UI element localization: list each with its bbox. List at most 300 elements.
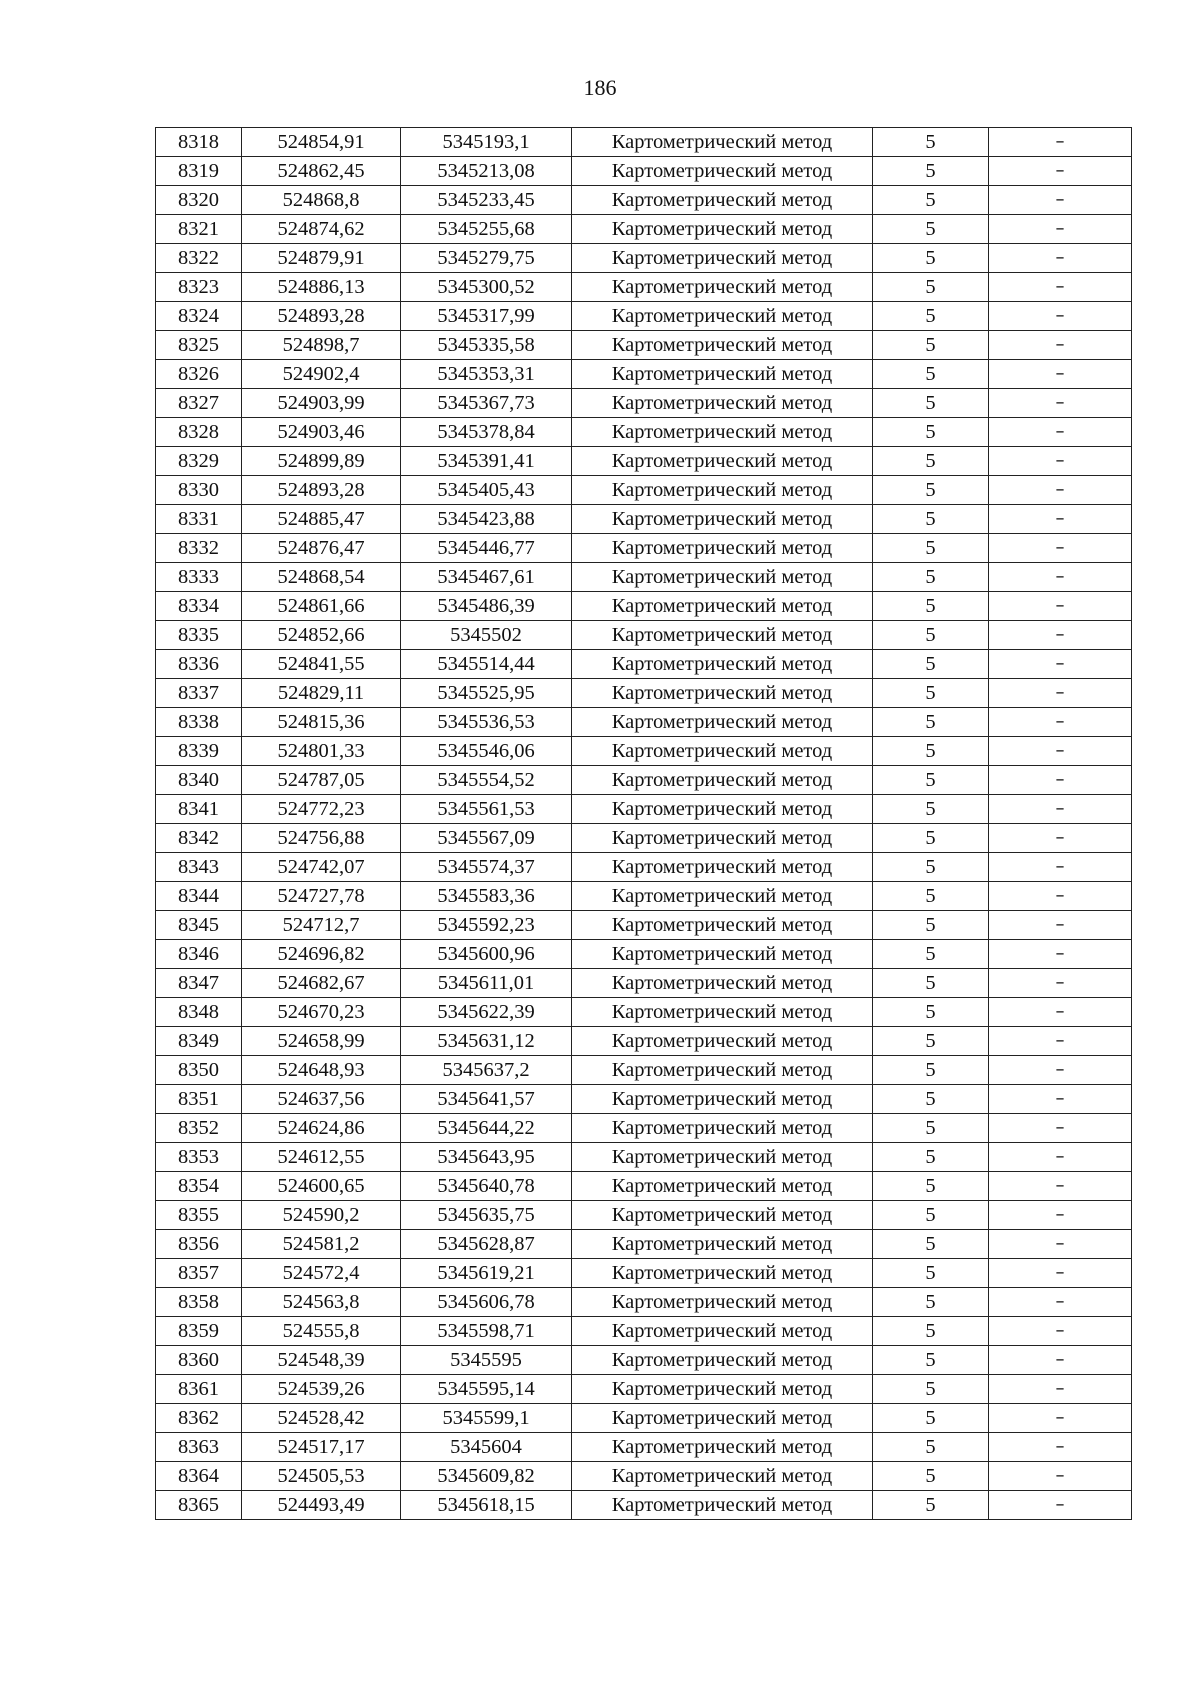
table-row bbox=[156, 592, 1132, 621]
note-cell: – bbox=[989, 331, 1132, 360]
point-number-cell: 8335 bbox=[156, 621, 242, 650]
point-number-cell: 8356 bbox=[156, 1230, 242, 1259]
accuracy-cell: 5 bbox=[873, 766, 989, 795]
accuracy-cell: 5 bbox=[873, 737, 989, 766]
table-row bbox=[156, 302, 1132, 331]
accuracy-cell: 5 bbox=[873, 795, 989, 824]
note-cell: – bbox=[989, 882, 1132, 911]
accuracy-cell: 5 bbox=[873, 882, 989, 911]
point-number-cell: 8334 bbox=[156, 592, 242, 621]
x-coordinate-cell: 524555,8 bbox=[242, 1317, 401, 1346]
x-coordinate-cell: 524868,8 bbox=[242, 186, 401, 215]
table-row bbox=[156, 940, 1132, 969]
point-number-cell: 8351 bbox=[156, 1085, 242, 1114]
point-number-cell: 8350 bbox=[156, 1056, 242, 1085]
accuracy-cell: 5 bbox=[873, 621, 989, 650]
note-cell: – bbox=[989, 360, 1132, 389]
y-coordinate-cell: 5345546,06 bbox=[401, 737, 572, 766]
y-coordinate-cell: 5345644,22 bbox=[401, 1114, 572, 1143]
method-cell: Картометрический метод bbox=[572, 1317, 873, 1346]
y-coordinate-cell: 5345193,1 bbox=[401, 128, 572, 157]
accuracy-cell: 5 bbox=[873, 1172, 989, 1201]
x-coordinate-cell: 524893,28 bbox=[242, 302, 401, 331]
note-cell: – bbox=[989, 911, 1132, 940]
point-number-cell: 8354 bbox=[156, 1172, 242, 1201]
point-number-cell: 8360 bbox=[156, 1346, 242, 1375]
note-cell: – bbox=[989, 244, 1132, 273]
method-cell: Картометрический метод bbox=[572, 157, 873, 186]
table-row bbox=[156, 244, 1132, 273]
y-coordinate-cell: 5345574,37 bbox=[401, 853, 572, 882]
table-row bbox=[156, 1259, 1132, 1288]
table-row bbox=[156, 679, 1132, 708]
note-cell: – bbox=[989, 389, 1132, 418]
table-row bbox=[156, 1056, 1132, 1085]
table-row bbox=[156, 1114, 1132, 1143]
note-cell: – bbox=[989, 1230, 1132, 1259]
y-coordinate-cell: 5345213,08 bbox=[401, 157, 572, 186]
y-coordinate-cell: 5345423,88 bbox=[401, 505, 572, 534]
method-cell: Картометрический метод bbox=[572, 1346, 873, 1375]
method-cell: Картометрический метод bbox=[572, 969, 873, 998]
x-coordinate-cell: 524528,42 bbox=[242, 1404, 401, 1433]
x-coordinate-cell: 524902,4 bbox=[242, 360, 401, 389]
table-row bbox=[156, 1346, 1132, 1375]
method-cell: Картометрический метод bbox=[572, 331, 873, 360]
table-row bbox=[156, 186, 1132, 215]
point-number-cell: 8362 bbox=[156, 1404, 242, 1433]
x-coordinate-cell: 524696,82 bbox=[242, 940, 401, 969]
note-cell: – bbox=[989, 1317, 1132, 1346]
table-row bbox=[156, 766, 1132, 795]
method-cell: Картометрический метод bbox=[572, 1027, 873, 1056]
point-number-cell: 8341 bbox=[156, 795, 242, 824]
y-coordinate-cell: 5345618,15 bbox=[401, 1491, 572, 1520]
method-cell: Картометрический метод bbox=[572, 128, 873, 157]
method-cell: Картометрический метод bbox=[572, 592, 873, 621]
accuracy-cell: 5 bbox=[873, 505, 989, 534]
point-number-cell: 8365 bbox=[156, 1491, 242, 1520]
point-number-cell: 8327 bbox=[156, 389, 242, 418]
table-row bbox=[156, 737, 1132, 766]
x-coordinate-cell: 524886,13 bbox=[242, 273, 401, 302]
y-coordinate-cell: 5345599,1 bbox=[401, 1404, 572, 1433]
accuracy-cell: 5 bbox=[873, 215, 989, 244]
note-cell: – bbox=[989, 969, 1132, 998]
table-row bbox=[156, 824, 1132, 853]
accuracy-cell: 5 bbox=[873, 1288, 989, 1317]
table-row bbox=[156, 157, 1132, 186]
point-number-cell: 8346 bbox=[156, 940, 242, 969]
accuracy-cell: 5 bbox=[873, 360, 989, 389]
x-coordinate-cell: 524899,89 bbox=[242, 447, 401, 476]
note-cell: – bbox=[989, 1404, 1132, 1433]
point-number-cell: 8319 bbox=[156, 157, 242, 186]
point-number-cell: 8322 bbox=[156, 244, 242, 273]
x-coordinate-cell: 524670,23 bbox=[242, 998, 401, 1027]
x-coordinate-cell: 524903,99 bbox=[242, 389, 401, 418]
y-coordinate-cell: 5345525,95 bbox=[401, 679, 572, 708]
y-coordinate-cell: 5345583,36 bbox=[401, 882, 572, 911]
point-number-cell: 8318 bbox=[156, 128, 242, 157]
method-cell: Картометрический метод bbox=[572, 1230, 873, 1259]
point-number-cell: 8358 bbox=[156, 1288, 242, 1317]
y-coordinate-cell: 5345567,09 bbox=[401, 824, 572, 853]
y-coordinate-cell: 5345604 bbox=[401, 1433, 572, 1462]
point-number-cell: 8352 bbox=[156, 1114, 242, 1143]
note-cell: – bbox=[989, 157, 1132, 186]
point-number-cell: 8339 bbox=[156, 737, 242, 766]
method-cell: Картометрический метод bbox=[572, 534, 873, 563]
accuracy-cell: 5 bbox=[873, 563, 989, 592]
x-coordinate-cell: 524742,07 bbox=[242, 853, 401, 882]
x-coordinate-cell: 524829,11 bbox=[242, 679, 401, 708]
point-number-cell: 8355 bbox=[156, 1201, 242, 1230]
method-cell: Картометрический метод bbox=[572, 708, 873, 737]
method-cell: Картометрический метод bbox=[572, 563, 873, 592]
method-cell: Картометрический метод bbox=[572, 360, 873, 389]
accuracy-cell: 5 bbox=[873, 273, 989, 302]
x-coordinate-cell: 524648,93 bbox=[242, 1056, 401, 1085]
y-coordinate-cell: 5345606,78 bbox=[401, 1288, 572, 1317]
accuracy-cell: 5 bbox=[873, 592, 989, 621]
point-number-cell: 8326 bbox=[156, 360, 242, 389]
point-number-cell: 8321 bbox=[156, 215, 242, 244]
method-cell: Картометрический метод bbox=[572, 447, 873, 476]
method-cell: Картометрический метод bbox=[572, 1491, 873, 1520]
accuracy-cell: 5 bbox=[873, 969, 989, 998]
accuracy-cell: 5 bbox=[873, 998, 989, 1027]
accuracy-cell: 5 bbox=[873, 940, 989, 969]
y-coordinate-cell: 5345600,96 bbox=[401, 940, 572, 969]
note-cell: – bbox=[989, 592, 1132, 621]
x-coordinate-cell: 524898,7 bbox=[242, 331, 401, 360]
method-cell: Картометрический метод bbox=[572, 911, 873, 940]
method-cell: Картометрический метод bbox=[572, 476, 873, 505]
accuracy-cell: 5 bbox=[873, 911, 989, 940]
x-coordinate-cell: 524493,49 bbox=[242, 1491, 401, 1520]
method-cell: Картометрический метод bbox=[572, 1056, 873, 1085]
accuracy-cell: 5 bbox=[873, 708, 989, 737]
table-row bbox=[156, 534, 1132, 563]
table-row bbox=[156, 1491, 1132, 1520]
point-number-cell: 8348 bbox=[156, 998, 242, 1027]
method-cell: Картометрический метод bbox=[572, 1462, 873, 1491]
y-coordinate-cell: 5345378,84 bbox=[401, 418, 572, 447]
point-number-cell: 8364 bbox=[156, 1462, 242, 1491]
y-coordinate-cell: 5345405,43 bbox=[401, 476, 572, 505]
x-coordinate-cell: 524612,55 bbox=[242, 1143, 401, 1172]
table-row bbox=[156, 1317, 1132, 1346]
accuracy-cell: 5 bbox=[873, 418, 989, 447]
table-body bbox=[156, 128, 1132, 1520]
accuracy-cell: 5 bbox=[873, 1346, 989, 1375]
method-cell: Картометрический метод bbox=[572, 1114, 873, 1143]
note-cell: – bbox=[989, 1259, 1132, 1288]
point-number-cell: 8328 bbox=[156, 418, 242, 447]
note-cell: – bbox=[989, 766, 1132, 795]
method-cell: Картометрический метод bbox=[572, 766, 873, 795]
x-coordinate-cell: 524854,91 bbox=[242, 128, 401, 157]
table-row bbox=[156, 853, 1132, 882]
table-row bbox=[156, 418, 1132, 447]
method-cell: Картометрический метод bbox=[572, 273, 873, 302]
point-number-cell: 8332 bbox=[156, 534, 242, 563]
method-cell: Картометрический метод bbox=[572, 215, 873, 244]
note-cell: – bbox=[989, 1288, 1132, 1317]
y-coordinate-cell: 5345561,53 bbox=[401, 795, 572, 824]
x-coordinate-cell: 524876,47 bbox=[242, 534, 401, 563]
y-coordinate-cell: 5345595,14 bbox=[401, 1375, 572, 1404]
method-cell: Картометрический метод bbox=[572, 244, 873, 273]
x-coordinate-cell: 524548,39 bbox=[242, 1346, 401, 1375]
x-coordinate-cell: 524815,36 bbox=[242, 708, 401, 737]
y-coordinate-cell: 5345631,12 bbox=[401, 1027, 572, 1056]
x-coordinate-cell: 524903,46 bbox=[242, 418, 401, 447]
point-number-cell: 8353 bbox=[156, 1143, 242, 1172]
point-number-cell: 8338 bbox=[156, 708, 242, 737]
note-cell: – bbox=[989, 215, 1132, 244]
accuracy-cell: 5 bbox=[873, 128, 989, 157]
x-coordinate-cell: 524801,33 bbox=[242, 737, 401, 766]
x-coordinate-cell: 524624,86 bbox=[242, 1114, 401, 1143]
x-coordinate-cell: 524756,88 bbox=[242, 824, 401, 853]
y-coordinate-cell: 5345619,21 bbox=[401, 1259, 572, 1288]
method-cell: Картометрический метод bbox=[572, 1201, 873, 1230]
y-coordinate-cell: 5345467,61 bbox=[401, 563, 572, 592]
y-coordinate-cell: 5345300,52 bbox=[401, 273, 572, 302]
x-coordinate-cell: 524841,55 bbox=[242, 650, 401, 679]
method-cell: Картометрический метод bbox=[572, 1404, 873, 1433]
x-coordinate-cell: 524861,66 bbox=[242, 592, 401, 621]
note-cell: – bbox=[989, 1114, 1132, 1143]
table-row bbox=[156, 1433, 1132, 1462]
table-row bbox=[156, 128, 1132, 157]
x-coordinate-cell: 524727,78 bbox=[242, 882, 401, 911]
accuracy-cell: 5 bbox=[873, 1027, 989, 1056]
x-coordinate-cell: 524874,62 bbox=[242, 215, 401, 244]
note-cell: – bbox=[989, 476, 1132, 505]
accuracy-cell: 5 bbox=[873, 1462, 989, 1491]
method-cell: Картометрический метод bbox=[572, 186, 873, 215]
table-row bbox=[156, 795, 1132, 824]
table-row bbox=[156, 1143, 1132, 1172]
note-cell: – bbox=[989, 1143, 1132, 1172]
point-number-cell: 8325 bbox=[156, 331, 242, 360]
accuracy-cell: 5 bbox=[873, 1317, 989, 1346]
note-cell: – bbox=[989, 128, 1132, 157]
table-row bbox=[156, 1201, 1132, 1230]
accuracy-cell: 5 bbox=[873, 302, 989, 331]
point-number-cell: 8342 bbox=[156, 824, 242, 853]
table-row bbox=[156, 331, 1132, 360]
y-coordinate-cell: 5345391,41 bbox=[401, 447, 572, 476]
y-coordinate-cell: 5345279,75 bbox=[401, 244, 572, 273]
y-coordinate-cell: 5345592,23 bbox=[401, 911, 572, 940]
note-cell: – bbox=[989, 447, 1132, 476]
note-cell: – bbox=[989, 1462, 1132, 1491]
note-cell: – bbox=[989, 679, 1132, 708]
table-row bbox=[156, 1172, 1132, 1201]
table-row bbox=[156, 1230, 1132, 1259]
point-number-cell: 8343 bbox=[156, 853, 242, 882]
note-cell: – bbox=[989, 1375, 1132, 1404]
note-cell: – bbox=[989, 621, 1132, 650]
x-coordinate-cell: 524712,7 bbox=[242, 911, 401, 940]
x-coordinate-cell: 524852,66 bbox=[242, 621, 401, 650]
table-row bbox=[156, 360, 1132, 389]
x-coordinate-cell: 524600,65 bbox=[242, 1172, 401, 1201]
point-number-cell: 8330 bbox=[156, 476, 242, 505]
y-coordinate-cell: 5345622,39 bbox=[401, 998, 572, 1027]
x-coordinate-cell: 524787,05 bbox=[242, 766, 401, 795]
note-cell: – bbox=[989, 1172, 1132, 1201]
method-cell: Картометрический метод bbox=[572, 1288, 873, 1317]
y-coordinate-cell: 5345641,57 bbox=[401, 1085, 572, 1114]
note-cell: – bbox=[989, 853, 1132, 882]
x-coordinate-cell: 524505,53 bbox=[242, 1462, 401, 1491]
note-cell: – bbox=[989, 1085, 1132, 1114]
accuracy-cell: 5 bbox=[873, 824, 989, 853]
note-cell: – bbox=[989, 505, 1132, 534]
x-coordinate-cell: 524581,2 bbox=[242, 1230, 401, 1259]
point-number-cell: 8320 bbox=[156, 186, 242, 215]
accuracy-cell: 5 bbox=[873, 186, 989, 215]
table-row bbox=[156, 1027, 1132, 1056]
accuracy-cell: 5 bbox=[873, 1259, 989, 1288]
y-coordinate-cell: 5345637,2 bbox=[401, 1056, 572, 1085]
note-cell: – bbox=[989, 1433, 1132, 1462]
y-coordinate-cell: 5345335,58 bbox=[401, 331, 572, 360]
method-cell: Картометрический метод bbox=[572, 679, 873, 708]
table-row bbox=[156, 1404, 1132, 1433]
table-row bbox=[156, 621, 1132, 650]
point-number-cell: 8361 bbox=[156, 1375, 242, 1404]
table-row bbox=[156, 1375, 1132, 1404]
x-coordinate-cell: 524658,99 bbox=[242, 1027, 401, 1056]
point-number-cell: 8329 bbox=[156, 447, 242, 476]
note-cell: – bbox=[989, 534, 1132, 563]
note-cell: – bbox=[989, 563, 1132, 592]
method-cell: Картометрический метод bbox=[572, 650, 873, 679]
method-cell: Картометрический метод bbox=[572, 940, 873, 969]
y-coordinate-cell: 5345595 bbox=[401, 1346, 572, 1375]
x-coordinate-cell: 524868,54 bbox=[242, 563, 401, 592]
x-coordinate-cell: 524572,4 bbox=[242, 1259, 401, 1288]
y-coordinate-cell: 5345628,87 bbox=[401, 1230, 572, 1259]
accuracy-cell: 5 bbox=[873, 244, 989, 273]
point-number-cell: 8345 bbox=[156, 911, 242, 940]
method-cell: Картометрический метод bbox=[572, 795, 873, 824]
accuracy-cell: 5 bbox=[873, 1375, 989, 1404]
method-cell: Картометрический метод bbox=[572, 853, 873, 882]
method-cell: Картометрический метод bbox=[572, 882, 873, 911]
accuracy-cell: 5 bbox=[873, 1433, 989, 1462]
accuracy-cell: 5 bbox=[873, 650, 989, 679]
point-number-cell: 8324 bbox=[156, 302, 242, 331]
point-number-cell: 8344 bbox=[156, 882, 242, 911]
note-cell: – bbox=[989, 737, 1132, 766]
accuracy-cell: 5 bbox=[873, 1230, 989, 1259]
method-cell: Картометрический метод bbox=[572, 389, 873, 418]
y-coordinate-cell: 5345502 bbox=[401, 621, 572, 650]
x-coordinate-cell: 524682,67 bbox=[242, 969, 401, 998]
method-cell: Картометрический метод bbox=[572, 824, 873, 853]
method-cell: Картометрический метод bbox=[572, 998, 873, 1027]
page-number: 186 bbox=[583, 75, 617, 100]
x-coordinate-cell: 524879,91 bbox=[242, 244, 401, 273]
accuracy-cell: 5 bbox=[873, 389, 989, 418]
y-coordinate-cell: 5345367,73 bbox=[401, 389, 572, 418]
method-cell: Картометрический метод bbox=[572, 302, 873, 331]
method-cell: Картометрический метод bbox=[572, 418, 873, 447]
note-cell: – bbox=[989, 1201, 1132, 1230]
accuracy-cell: 5 bbox=[873, 447, 989, 476]
table-row bbox=[156, 708, 1132, 737]
method-cell: Картометрический метод bbox=[572, 1375, 873, 1404]
point-number-cell: 8359 bbox=[156, 1317, 242, 1346]
table-row bbox=[156, 505, 1132, 534]
point-number-cell: 8357 bbox=[156, 1259, 242, 1288]
table-row bbox=[156, 273, 1132, 302]
point-number-cell: 8363 bbox=[156, 1433, 242, 1462]
y-coordinate-cell: 5345611,01 bbox=[401, 969, 572, 998]
table-row bbox=[156, 1085, 1132, 1114]
y-coordinate-cell: 5345446,77 bbox=[401, 534, 572, 563]
note-cell: – bbox=[989, 795, 1132, 824]
note-cell: – bbox=[989, 998, 1132, 1027]
note-cell: – bbox=[989, 824, 1132, 853]
method-cell: Картометрический метод bbox=[572, 505, 873, 534]
accuracy-cell: 5 bbox=[873, 1404, 989, 1433]
table-row bbox=[156, 882, 1132, 911]
y-coordinate-cell: 5345598,71 bbox=[401, 1317, 572, 1346]
point-number-cell: 8331 bbox=[156, 505, 242, 534]
x-coordinate-cell: 524637,56 bbox=[242, 1085, 401, 1114]
accuracy-cell: 5 bbox=[873, 331, 989, 360]
x-coordinate-cell: 524885,47 bbox=[242, 505, 401, 534]
table-row bbox=[156, 563, 1132, 592]
note-cell: – bbox=[989, 1027, 1132, 1056]
point-number-cell: 8323 bbox=[156, 273, 242, 302]
point-number-cell: 8347 bbox=[156, 969, 242, 998]
note-cell: – bbox=[989, 940, 1132, 969]
point-number-cell: 8337 bbox=[156, 679, 242, 708]
accuracy-cell: 5 bbox=[873, 1056, 989, 1085]
table-row bbox=[156, 1462, 1132, 1491]
y-coordinate-cell: 5345635,75 bbox=[401, 1201, 572, 1230]
table-row bbox=[156, 476, 1132, 505]
y-coordinate-cell: 5345514,44 bbox=[401, 650, 572, 679]
accuracy-cell: 5 bbox=[873, 1143, 989, 1172]
coordinates-table bbox=[155, 127, 1132, 1520]
y-coordinate-cell: 5345255,68 bbox=[401, 215, 572, 244]
table-row bbox=[156, 215, 1132, 244]
note-cell: – bbox=[989, 708, 1132, 737]
note-cell: – bbox=[989, 186, 1132, 215]
note-cell: – bbox=[989, 1056, 1132, 1085]
point-number-cell: 8340 bbox=[156, 766, 242, 795]
table-row bbox=[156, 969, 1132, 998]
y-coordinate-cell: 5345486,39 bbox=[401, 592, 572, 621]
accuracy-cell: 5 bbox=[873, 1491, 989, 1520]
table-row bbox=[156, 1288, 1132, 1317]
y-coordinate-cell: 5345554,52 bbox=[401, 766, 572, 795]
y-coordinate-cell: 5345643,95 bbox=[401, 1143, 572, 1172]
table-row bbox=[156, 389, 1132, 418]
note-cell: – bbox=[989, 273, 1132, 302]
table-row bbox=[156, 650, 1132, 679]
